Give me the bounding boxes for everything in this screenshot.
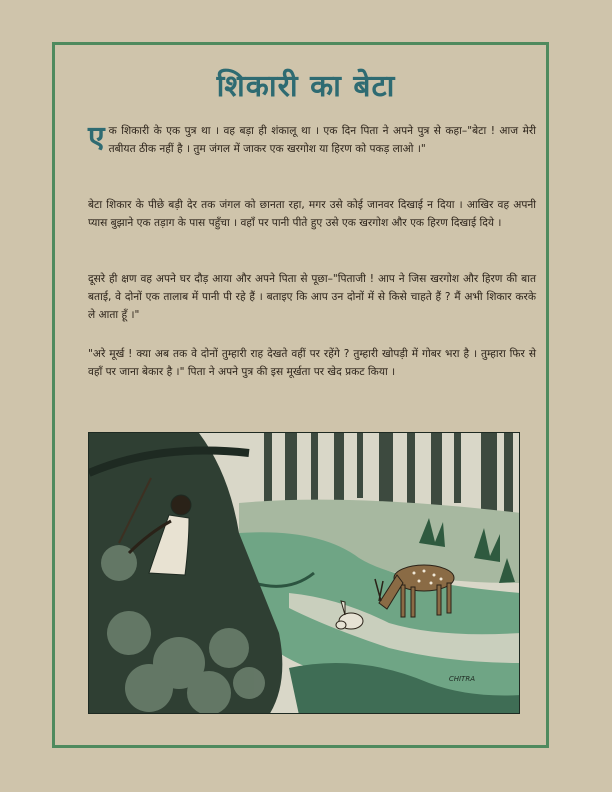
- artist-signature: CHITRA: [448, 675, 475, 683]
- story-paragraph-2: बेटा शिकार के पीछे बड़ी देर तक जंगल को छानता रहा, मगर उसे कोई जानवर दिखाई न दिया । आखिर वह अपनी प्यास बुझाने एक तड़ाग के पास पहुँचा । वहाँ पर पानी पीते हुए उसे एक खरगोश और एक हिरण दिखाई दिये ।: [88, 199, 536, 229]
- paragraph-1-text: क शिकारी के एक पुत्र था । वह बड़ा ही शंकालू था । एक दिन पिता ने अपने पुत्र से कहा–"बेटा ! आज मेरी तबीयत ठीक नहीं है । तुम जंगल में जाकर एक खरगोश या हिरण को पकड़ लाओ ।": [108, 125, 536, 155]
- forest-pond-scene: [89, 433, 520, 714]
- dropcap-letter: ए: [88, 120, 105, 155]
- story-illustration: [88, 432, 520, 714]
- story-paragraph-3: दूसरे ही क्षण वह अपने घर दौड़ आया और अपने पिता से पूछा–"पिताजी ! आप ने जिस खरगोश और हिरण की बात बताई, वे दोनों एक तालाब में पानी पी रहे हैं । बताइए कि आप उन दोनों में से किसे चाहते हैं ? मैं अभी शिकार करके ले आता हूँ ।": [88, 273, 536, 321]
- story-title: शिकारी का बेटा: [216, 69, 396, 104]
- story-paragraph-4: "अरे मूर्ख ! क्या अब तक वे दोनों तुम्हारी राह देखते वहीं पर रहेंगे ? तुम्हारी खोपड़ी में गोबर भरा है । तुम्हारा फिर से वहाँ पर जाना बेकार है ।" पिता ने अपने पुत्र की इस मूर्खता पर खेद प्रकट किया ।: [88, 348, 536, 378]
- story-paragraph-1: [88, 122, 536, 158]
